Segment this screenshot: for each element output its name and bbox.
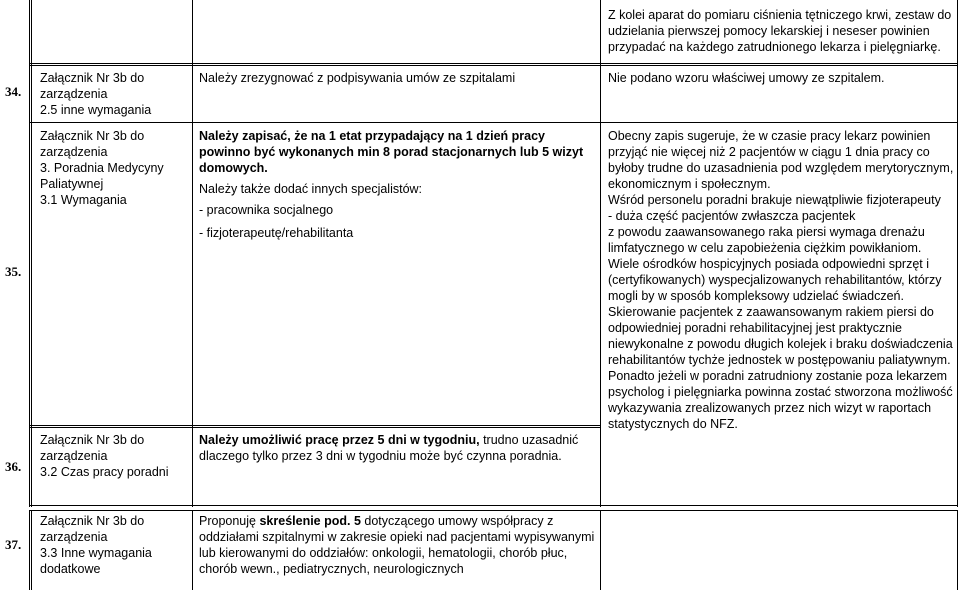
grid-line [31,0,32,507]
justification-line: przyjąć nie więcej niż 2 pacjentów w ciągu 1 dnia pracy co [608,145,930,159]
row-34-reference [40,70,190,118]
justification-line: limfatycznego w celu zapobieżenia ciężkim powikłaniom. [608,241,922,255]
ref-line: Załącznik Nr 3b do [40,71,145,85]
ref-line: zarządzenia [40,87,108,101]
grid-line [957,0,958,507]
justification-line: Wiele ośrodków hospicyjnych posiada odpowiedni sprzęt i [608,257,930,271]
proposal-item: - fizjoterapeutę/rehabilitanta [199,226,354,240]
proposal-item: - pracownika socjalnego [199,203,334,217]
row-37-number: 37. [5,537,22,552]
row-36-proposal [199,432,597,464]
grid-line [29,63,958,64]
ref-line: 3.2 Czas pracy poradni [40,465,169,479]
ref-line: zarządzenia [40,530,108,544]
grid-line [600,510,601,590]
ref-line: zarządzenia [40,145,108,159]
justification-line: ekonomicznym i społecznym. [608,177,771,191]
justification-line: Ponadto jeżeli w poradni zatrudniony zostanie poza lekarzem [608,369,948,383]
row-34-justification: Nie podano wzoru właściwej umowy ze szpitalem. [608,71,885,85]
justification-line: Obecny zapis sugeruje, że w czasie pracy lekarz powinien [608,129,931,143]
grid-line [957,510,958,590]
ref-line: zarządzenia [40,449,108,463]
row-37-reference [40,513,190,577]
justification-line: wykazywania zrealizowanych przez nich wizyt w raportach [608,401,932,415]
justification-line: (certyfikowanych) wyspecjalizowanych rehabilitantów, którzy [608,273,942,287]
grid-line [192,510,193,590]
grid-line [29,65,958,66]
grid-line [600,0,601,507]
justification-line: statystycznych do NFZ. [608,417,738,431]
justification-line: psycholog i pielęgniarka powinna zostać stworzona możliwość [608,385,953,399]
justification-line: mogli by w sposób kompleksowy udzielać świadczeń. [608,289,904,303]
row-34-proposal: Należy zrezygnować z podpisywania umów ze szpitalami [199,71,516,85]
row-35-justification [608,128,957,432]
justification-line: Skierowanie pacjentek z zaawansowanym rakiem piersi do [608,305,934,319]
proposal-pre: Proponuję [199,514,260,528]
justification-line: byłoby trudne do uzasadnienia pod względem merytorycznym, [608,161,954,175]
ref-line: Załącznik Nr 3b do [40,433,145,447]
grid-line [29,122,958,123]
top-row-justification: Z kolei aparat do pomiaru ciśnienia tętniczego krwi, zestaw do udzielania pierwszej pomocy lekarskiej i neseser powinien przypadać na każdego zatrudnionego lekarza i pielęgniarkę. [608,8,952,54]
grid-line [29,425,601,426]
ref-line: dodatkowe [40,562,101,576]
row-36-number: 36. [5,459,22,474]
ref-line: Załącznik Nr 3b do [40,514,145,528]
grid-line [31,510,32,590]
justification-line: rehabilitantów tychże jednostek w postępowaniu paliatywnym. [608,353,951,367]
grid-line [29,510,30,590]
ref-line: 3. Poradnia Medycyny [40,161,164,175]
ref-line: Paliatywnej [40,177,104,191]
row-35-reference [40,128,190,208]
proposal-rest: trudno uzasadnić dlaczego tylko przez 3 dni w tygodniu może być czynna poradnia. [199,433,579,463]
justification-line: niewykonalne z powodu długich kolejek i braku doświadczenia [608,337,953,351]
grid-line [29,427,601,428]
row-35-number: 35. [5,264,22,279]
justification-line: - duża część pacjentów zwłaszcza pacjentek [608,209,856,223]
ref-line: Załącznik Nr 3b do [40,129,145,143]
proposal-rest: dotyczącego umowy współpracy z oddziałami szpitalnymi w zakresie opieki nad pacjentami wypisywanymi lub kierowanymi do oddziałów: onkologii, hematologii, chorób płuc, chorób wewn., pediatrycznych, neurologicznych [199,514,595,576]
proposal-bold: skreślenie pod. 5 [259,514,361,528]
grid-line [29,510,958,511]
grid-line [29,0,30,507]
ref-line: 3.3 Inne wymagania [40,546,152,560]
row-36-reference [40,432,190,480]
justification-line: Wśród personelu poradni brakuje niewątpliwie fizjoterapeuty [608,193,941,207]
grid-line [29,505,958,506]
justification-line: odpowiedniej poradni rehabilitacyjnej jest praktycznie [608,321,902,335]
row-37-proposal [199,513,599,577]
proposal-bold: Należy umożliwić pracę przez 5 dni w tygodniu, [199,433,480,447]
row-34-number: 34. [5,84,22,99]
grid-line [192,0,193,507]
justification-line: z powodu zaawansowanego raka piersi wymaga drenażu [608,225,925,239]
ref-line: 3.1 Wymagania [40,193,127,207]
proposal-bold: Należy zapisać, że na 1 etat przypadający na 1 dzień pracy powinno być wykonanych min 8 porad stacjonarnych lub 5 wizyt domowych. [199,129,584,175]
row-35-proposal [199,128,597,241]
ref-line: 2.5 inne wymagania [40,103,152,117]
proposal-add: Należy także dodać innych specjalistów: [199,182,423,196]
